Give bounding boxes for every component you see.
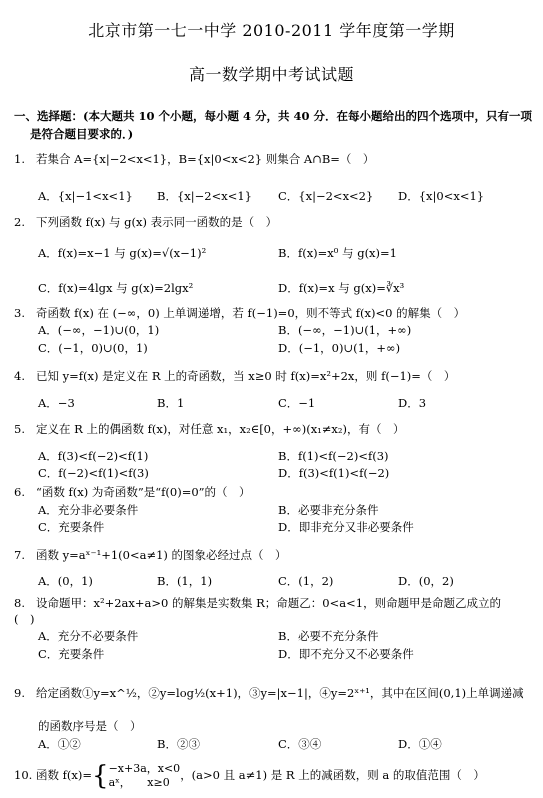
option-d: D．(−1，0)∪(1，+∞) — [278, 341, 401, 355]
option-d: D．f(x)=x 与 g(x)=∛x³ — [278, 281, 405, 295]
question-7 — [14, 547, 529, 563]
option-d: D．{x|0<x<1} — [398, 189, 485, 203]
question-stem: 设命题甲：x²+2ax+a>0 的解集是实数集 R；命题乙：0<a<1，则命题甲是命题乙成立的 — [36, 596, 502, 610]
question-stem: 奇函数 f(x) 在 (−∞，0) 上单调递增，若 f(−1)=0，则不等式 f(x)<0 的解集（ ） — [36, 306, 466, 320]
question-9-continuation: 的函数序号是（ ） — [38, 719, 142, 733]
section-heading-line2: 是符合题目要求的．) — [30, 127, 134, 141]
question-number: 1. — [14, 152, 25, 166]
option-b: B．(1，1) — [157, 574, 213, 588]
question-4 — [14, 368, 529, 384]
option-a: A．−3 — [38, 396, 75, 410]
question-stem: 定义在 R 上的偶函数 f(x)，对任意 x₁，x₂∈[0，+∞)(x₁≠x₂)，有（ ） — [36, 422, 405, 436]
option-b: B．必要不充分条件 — [278, 629, 379, 643]
question-stem: “函数 f(x) 为奇函数”是“f(0)=0”的（ ） — [36, 485, 251, 499]
option-a: A．f(3)<f(−2)<f(1) — [38, 449, 149, 463]
option-b: B．②③ — [157, 737, 200, 751]
question-number: 9. — [14, 686, 25, 700]
option-c: C．充要条件 — [38, 520, 105, 534]
option-d: D．(0，2) — [398, 574, 454, 588]
option-b: B．{x|−2<x<1} — [157, 189, 252, 203]
question-8 — [14, 595, 529, 611]
question-10 — [14, 762, 529, 790]
question-number: 8. — [14, 596, 25, 610]
question-number: 10. — [14, 768, 33, 782]
option-d: D．即非充分又非必要条件 — [278, 520, 414, 534]
case-1: −x+3a，x<0 — [108, 762, 181, 775]
question-number: 5. — [14, 422, 25, 436]
option-d: D．①④ — [398, 737, 442, 751]
option-a: A．(−∞，−1)∪(0，1) — [38, 323, 160, 337]
question-stem: 若集合 A={x|−2<x<1}，B={x|0<x<2} 则集合 A∩B=（ ） — [36, 152, 375, 166]
question-number: 3. — [14, 306, 25, 320]
question-8-continuation: ( ) — [14, 612, 35, 626]
option-c: C．充要条件 — [38, 647, 105, 661]
option-a: A．①② — [38, 737, 81, 751]
option-c: C．③④ — [278, 737, 322, 751]
question-2 — [14, 214, 529, 230]
option-c: C．{x|−2<x<2} — [278, 189, 374, 203]
question-6 — [14, 484, 529, 500]
piecewise-cases — [109, 762, 181, 790]
question-stem-pre: 函数 f(x)= — [36, 768, 93, 782]
option-a: A．f(x)=x−1 与 g(x)=√(x−1)² — [38, 246, 207, 260]
question-number: 6. — [14, 485, 25, 499]
option-c: C．(1，2) — [278, 574, 334, 588]
option-d: D．f(3)<f(1)<f(−2) — [278, 466, 390, 480]
option-b: B．必要非充分条件 — [278, 503, 379, 517]
question-number: 2. — [14, 215, 25, 229]
left-brace-icon: { — [92, 761, 109, 791]
school-title: 北京市第一七一中学 2010-2011 学年度第一学期 — [88, 21, 455, 40]
question-stem: 已知 y=f(x) 是定义在 R 上的奇函数，当 x≥0 时 f(x)=x²+2x，则 f(−1)=（ ） — [36, 369, 456, 383]
question-number: 7. — [14, 548, 25, 562]
exam-title: 高一数学期中考试试题 — [188, 65, 354, 84]
option-a: A．充分不必要条件 — [38, 629, 139, 643]
question-9 — [14, 685, 529, 701]
case-2: aˣ， x≥0 — [108, 776, 170, 789]
question-stem: 给定函数①y=x^½，②y=log½(x+1)，③y=|x−1|，④y=2ˣ⁺¹，其中在区间(0,1)上单调递减 — [36, 686, 524, 700]
option-b: B．1 — [157, 396, 185, 410]
option-c: C．f(x)=4lgx 与 g(x)=2lgx² — [38, 281, 194, 295]
option-a: A．(0，1) — [38, 574, 93, 588]
question-number: 4. — [14, 369, 25, 383]
option-c: C．(−1，0)∪(0，1) — [38, 341, 148, 355]
option-d: D．3 — [398, 396, 427, 410]
option-b: B．f(1)<f(−2)<f(3) — [278, 449, 389, 463]
question-stem: 函数 y=aˣ⁻¹+1(0<a≠1) 的图象必经过点（ ） — [36, 548, 287, 562]
option-b: B．f(x)=x⁰ 与 g(x)=1 — [278, 246, 397, 260]
question-1 — [14, 151, 529, 167]
option-b: B．(−∞，−1)∪(1，+∞) — [278, 323, 412, 337]
option-a: A．充分非必要条件 — [38, 503, 139, 517]
option-c: C．−1 — [278, 396, 316, 410]
option-a: A．{x|−1<x<1} — [38, 189, 133, 203]
option-c: C．f(−2)<f(1)<f(3) — [38, 466, 149, 480]
question-5 — [14, 421, 529, 437]
question-stem-post: ，(a>0 且 a≠1) 是 R 上的减函数，则 a 的取值范围（ ） — [180, 768, 485, 782]
section-heading-line1: 一、选择题：(本大题共 10 个小题，每小题 4 分，共 40 分．在每小题给出的四个选项中，只有一项 — [14, 109, 532, 123]
option-d: D．即不充分又不必要条件 — [278, 647, 414, 661]
question-3 — [14, 305, 529, 321]
question-stem: 下列函数 f(x) 与 g(x) 表示同一函数的是（ ） — [36, 215, 278, 229]
